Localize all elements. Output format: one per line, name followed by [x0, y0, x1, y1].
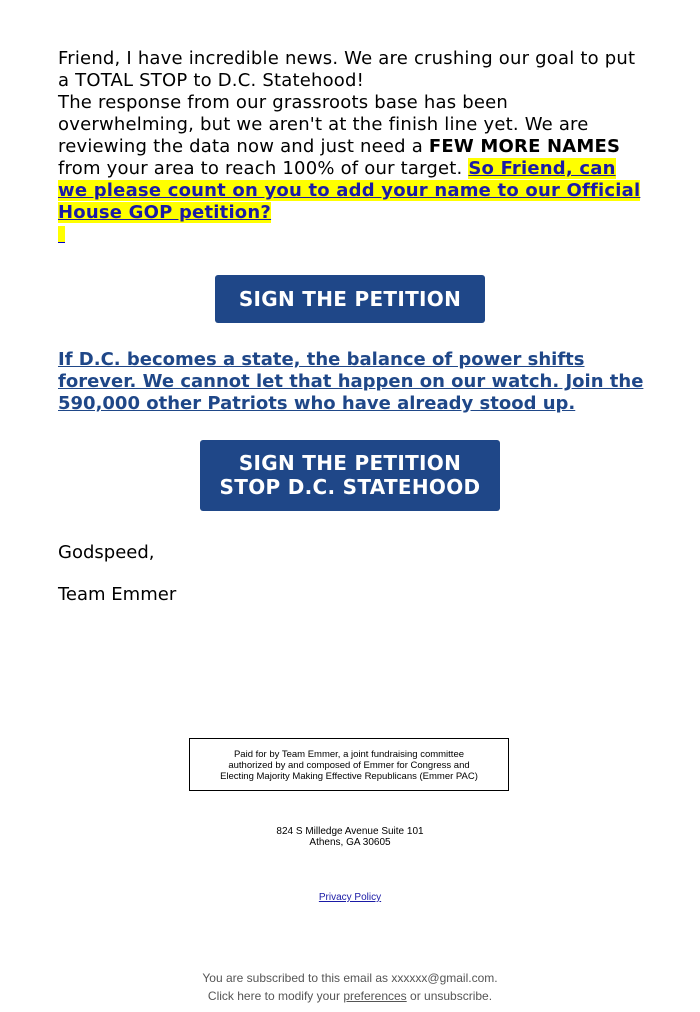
- disclaimer-line1: Paid for by Team Emmer, a joint fundraising committee: [233, 749, 465, 760]
- response-text-cont: from your area to reach 100% of our target.: [58, 158, 469, 179]
- disclaimer-line3: Electing Majority Making Effective Republicans (Emmer PAC): [220, 771, 478, 782]
- signature-block: [58, 542, 648, 606]
- modify-line: [0, 987, 700, 1005]
- stop-dc-statehood-button[interactable]: [200, 440, 500, 511]
- preferences-link[interactable]: preferences: [343, 989, 407, 1003]
- email-body: [58, 48, 648, 606]
- response-text: The response from our grassroots base has been overwhelming, but we aren't at the finish line yet. We are reviewing the data now and just need a: [58, 92, 589, 157]
- privacy-policy-link[interactable]: Privacy Policy: [318, 892, 382, 903]
- response-paragraph: [58, 92, 648, 249]
- button2-line1: SIGN THE PETITION: [238, 451, 462, 475]
- petition-highlight-link[interactable]: So Friend, can we please count on you to add your name to our Official House GOP petition?: [58, 158, 641, 223]
- subscribed-text: You are subscribed to this email as xxxxxx@gmail.com.: [202, 971, 498, 985]
- highlight-stub: [58, 226, 65, 243]
- modify-prefix: Click here to modify your: [207, 989, 344, 1003]
- address-line1: 824 S Milledge Avenue Suite 101: [276, 826, 424, 837]
- button2-wrap: [58, 440, 642, 511]
- paid-for-disclaimer: [189, 738, 509, 791]
- address-line2: Athens, GA 30605: [309, 837, 391, 848]
- mailing-address: [0, 826, 700, 848]
- modify-suffix: or unsubscribe.: [406, 989, 493, 1003]
- signature: Team Emmer: [58, 584, 177, 605]
- button1-wrap: [58, 249, 642, 323]
- intro-paragraph: Friend, I have incredible news. We are crushing our goal to put a TOTAL STOP to D.C. Statehood!: [58, 48, 636, 91]
- button2-line2: STOP D.C. STATEHOOD: [219, 475, 481, 499]
- subscription-notice: [0, 969, 700, 1005]
- few-more-names-emphasis: FEW MORE NAMES: [428, 136, 621, 157]
- join-patriots-link[interactable]: If D.C. becomes a state, the balance of power shifts forever. We cannot let that happen on our watch. Join the 590,000 other Patriots who have already stood up.: [58, 349, 644, 414]
- disclaimer-line2: authorized by and composed of Emmer for Congress and: [228, 760, 470, 771]
- privacy-wrap: [0, 892, 700, 903]
- signoff: Godspeed,: [58, 542, 155, 563]
- sign-petition-button[interactable]: SIGN THE PETITION: [215, 275, 485, 323]
